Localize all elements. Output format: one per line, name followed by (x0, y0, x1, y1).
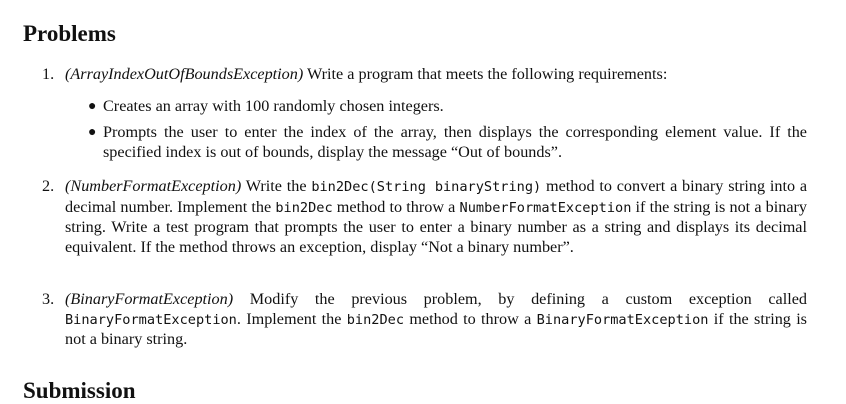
problem-2-body-3: method to throw a (336, 197, 456, 216)
problem-2-text (65, 177, 807, 258)
bullet-2-icon: ● (88, 125, 97, 140)
problem-3-body-1: Modify the previous problem, by defining a custom exception called (249, 290, 807, 308)
problem-3-body-3: method to throw a (409, 309, 532, 328)
problem-2-body-1: Write the (245, 177, 307, 195)
submission-heading: Submission (23, 378, 136, 403)
problem-2-code-1: bin2Dec(String binaryString) (311, 179, 542, 195)
problem-2-body-2: method to convert a binary string into a decimal number. Implement the (65, 177, 808, 216)
problem-1-bullet-1: Creates an array with 100 randomly chosen integers. (103, 97, 444, 115)
problems-heading: Problems (23, 21, 116, 46)
problem-3-body-2: . Implement the (236, 309, 342, 328)
problem-1-bullet-2: Prompts the user to enter the index of the array, then displays the corresponding element value. If the specified index is out of bounds, display the message “Out of bounds”. (103, 123, 807, 161)
problem-3-code-2: bin2Dec (346, 311, 405, 328)
problem-2-number: 2. (42, 177, 55, 195)
problem-1-title: (ArrayIndexOutOfBoundsException) (65, 65, 304, 83)
problem-2-title: (NumberFormatException) (65, 177, 242, 195)
bullet-1-icon: ● (88, 99, 97, 114)
problem-1-text (65, 65, 807, 85)
problem-3-body-4: if the string is not a binary string. (65, 309, 807, 349)
problem-3-code-1: BinaryFormatException (65, 311, 237, 328)
problem-1-body: Write a program that meets the following requirements: (307, 65, 668, 83)
problem-3-code-3: BinaryFormatException (536, 311, 709, 328)
problem-3-title: (BinaryFormatException) (65, 290, 234, 308)
problem-3-text (65, 290, 807, 350)
problem-1-number: 1. (42, 65, 55, 83)
problem-3-number: 3. (42, 290, 55, 308)
problem-2-body-4: if the string is not a binary string. Write a test program that prompts the user to enter a binary number as a string and displays its decimal equivalent. If the method throws an exception, display “Not a binary number”. (65, 197, 808, 257)
problem-2-code-3: NumberFormatException (459, 199, 632, 216)
problem-2-code-2: bin2Dec (275, 199, 333, 216)
